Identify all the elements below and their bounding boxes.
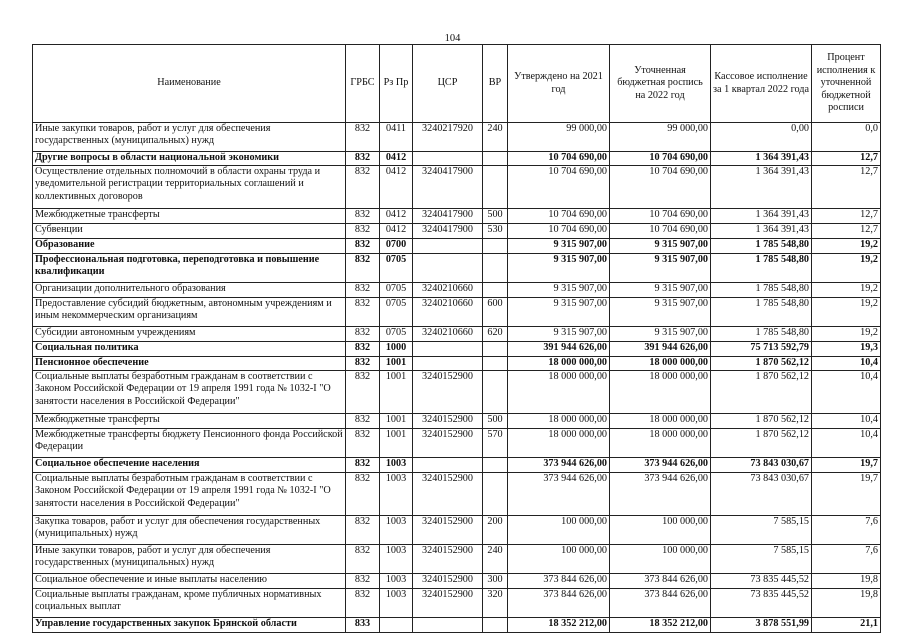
- row-csr-cell: [413, 458, 483, 473]
- row-vr-cell: [483, 254, 508, 283]
- row-csr-cell: 3240217920: [413, 123, 483, 152]
- row-updated-cell: 373 944 626,00: [610, 473, 711, 516]
- row-executed-cell: 1 785 548,80: [711, 254, 812, 283]
- row-grbs-cell: 832: [346, 152, 380, 166]
- table-row: [33, 166, 881, 209]
- row-rzpr-cell: 0412: [380, 166, 413, 209]
- row-percent-cell: 19,2: [812, 283, 881, 298]
- table-row: [33, 283, 881, 298]
- row-updated-cell: 10 704 690,00: [610, 166, 711, 209]
- row-percent-cell: 19,2: [812, 327, 881, 342]
- row-updated-cell: 10 704 690,00: [610, 152, 711, 166]
- row-grbs-cell: 832: [346, 166, 380, 209]
- row-approved-cell: 10 704 690,00: [508, 152, 610, 166]
- row-executed-cell: 75 713 592,79: [711, 342, 812, 357]
- row-name-cell: Межбюджетные трансферты: [33, 209, 346, 224]
- row-csr-cell: 3240152900: [413, 371, 483, 414]
- row-percent-cell: 19,2: [812, 239, 881, 254]
- row-percent-cell: 7,6: [812, 516, 881, 545]
- row-updated-cell: 373 844 626,00: [610, 574, 711, 589]
- row-percent-cell: 12,7: [812, 166, 881, 209]
- row-grbs-cell: 832: [346, 589, 380, 618]
- row-vr-cell: 600: [483, 298, 508, 327]
- row-vr-cell: 530: [483, 224, 508, 239]
- row-executed-cell: 0,00: [711, 123, 812, 152]
- row-vr-cell: 500: [483, 209, 508, 224]
- table-row: [33, 357, 881, 371]
- row-grbs-cell: 832: [346, 545, 380, 574]
- row-name-cell: Осуществление отдельных полномочий в области охраны труда и уведомительной регистрации территориальных соглашений и коллективных договоров: [33, 166, 346, 209]
- table-row: [33, 516, 881, 545]
- header-percent: Процент исполнения к уточненной бюджетной росписи: [812, 45, 881, 123]
- row-grbs-cell: 832: [346, 123, 380, 152]
- row-csr-cell: 3240152900: [413, 414, 483, 429]
- row-name-cell: Образование: [33, 239, 346, 254]
- row-executed-cell: 1 364 391,43: [711, 166, 812, 209]
- row-percent-cell: 19,8: [812, 589, 881, 618]
- page-number: 104: [444, 33, 461, 44]
- row-percent-cell: 10,4: [812, 371, 881, 414]
- row-name-cell: Закупка товаров, работ и услуг для обеспечения государственных (муниципальных) нужд: [33, 516, 346, 545]
- row-csr-cell: 3240210660: [413, 298, 483, 327]
- header-csr: ЦСР: [413, 45, 483, 123]
- row-percent-cell: 10,4: [812, 414, 881, 429]
- table-row: [33, 254, 881, 283]
- row-percent-cell: 19,2: [812, 298, 881, 327]
- row-rzpr-cell: 0412: [380, 224, 413, 239]
- row-csr-cell: [413, 618, 483, 633]
- row-executed-cell: 73 835 445,52: [711, 574, 812, 589]
- row-updated-cell: 18 000 000,00: [610, 371, 711, 414]
- row-name-cell: Управление государственных закупок Брянской области: [33, 618, 346, 633]
- row-approved-cell: 10 704 690,00: [508, 166, 610, 209]
- row-percent-cell: 7,6: [812, 545, 881, 574]
- row-rzpr-cell: 1001: [380, 357, 413, 371]
- row-executed-cell: 1 870 562,12: [711, 371, 812, 414]
- row-percent-cell: 0,0: [812, 123, 881, 152]
- row-grbs-cell: 832: [346, 224, 380, 239]
- row-vr-cell: [483, 283, 508, 298]
- header-updated: Уточненная бюджетная роспись на 2022 год: [610, 45, 711, 123]
- row-approved-cell: 99 000,00: [508, 123, 610, 152]
- row-vr-cell: 620: [483, 327, 508, 342]
- row-percent-cell: 19,7: [812, 473, 881, 516]
- row-csr-cell: 3240152900: [413, 574, 483, 589]
- row-rzpr-cell: 1000: [380, 342, 413, 357]
- row-grbs-cell: 832: [346, 283, 380, 298]
- header-executed: Кассовое исполнение за 1 квартал 2022 года: [711, 45, 812, 123]
- row-vr-cell: 240: [483, 123, 508, 152]
- row-csr-cell: [413, 254, 483, 283]
- row-grbs-cell: 832: [346, 357, 380, 371]
- table-row: [33, 589, 881, 618]
- row-approved-cell: 9 315 907,00: [508, 254, 610, 283]
- row-updated-cell: 9 315 907,00: [610, 254, 711, 283]
- row-updated-cell: 18 352 212,00: [610, 618, 711, 633]
- row-vr-cell: 320: [483, 589, 508, 618]
- row-grbs-cell: 832: [346, 298, 380, 327]
- row-name-cell: Межбюджетные трансферты: [33, 414, 346, 429]
- row-executed-cell: 73 843 030,67: [711, 473, 812, 516]
- row-vr-cell: [483, 618, 508, 633]
- table-row: [33, 545, 881, 574]
- row-updated-cell: 373 944 626,00: [610, 458, 711, 473]
- row-name-cell: Социальные выплаты безработным гражданам в соответствии с Законом Российской Федерации от 19 апреля 1991 года № 1032-I "О занятости населения в Российской Федерации": [33, 473, 346, 516]
- table-row: [33, 239, 881, 254]
- header-name: Наименование: [33, 45, 346, 123]
- row-grbs-cell: 832: [346, 473, 380, 516]
- row-grbs-cell: 832: [346, 574, 380, 589]
- row-approved-cell: 9 315 907,00: [508, 327, 610, 342]
- row-name-cell: Предоставление субсидий бюджетным, автономным учреждениям и иным некоммерческим организациям: [33, 298, 346, 327]
- table-row: [33, 429, 881, 458]
- row-approved-cell: 9 315 907,00: [508, 239, 610, 254]
- table-row: [33, 209, 881, 224]
- row-rzpr-cell: 0705: [380, 283, 413, 298]
- row-vr-cell: [483, 473, 508, 516]
- table-header-row: [33, 45, 881, 123]
- header-rzpr: Рз Пр: [380, 45, 413, 123]
- row-grbs-cell: 832: [346, 209, 380, 224]
- row-csr-cell: [413, 342, 483, 357]
- row-rzpr-cell: 0705: [380, 327, 413, 342]
- row-rzpr-cell: 1003: [380, 589, 413, 618]
- row-approved-cell: 373 944 626,00: [508, 458, 610, 473]
- table-row: [33, 458, 881, 473]
- row-executed-cell: 1 785 548,80: [711, 283, 812, 298]
- row-rzpr-cell: 1001: [380, 414, 413, 429]
- row-csr-cell: [413, 357, 483, 371]
- row-csr-cell: 3240152900: [413, 589, 483, 618]
- row-csr-cell: 3240417900: [413, 166, 483, 209]
- row-updated-cell: 9 315 907,00: [610, 327, 711, 342]
- table-row: [33, 224, 881, 239]
- row-csr-cell: 3240152900: [413, 545, 483, 574]
- row-percent-cell: 19,2: [812, 254, 881, 283]
- row-name-cell: Социальные выплаты безработным гражданам в соответствии с Законом Российской Федерации от 19 апреля 1991 года № 1032-I "О занятости населения в Российской Федерации": [33, 371, 346, 414]
- table-row: [33, 152, 881, 166]
- row-vr-cell: 300: [483, 574, 508, 589]
- row-name-cell: Профессиональная подготовка, переподготовка и повышение квалификации: [33, 254, 346, 283]
- row-executed-cell: 1 364 391,43: [711, 209, 812, 224]
- row-approved-cell: 18 000 000,00: [508, 357, 610, 371]
- row-updated-cell: 18 000 000,00: [610, 357, 711, 371]
- row-name-cell: Иные закупки товаров, работ и услуг для обеспечения государственных (муниципальных) нужд: [33, 123, 346, 152]
- row-rzpr-cell: [380, 618, 413, 633]
- header-vr: ВР: [483, 45, 508, 123]
- row-name-cell: Социальное обеспечение населения: [33, 458, 346, 473]
- row-rzpr-cell: 1001: [380, 371, 413, 414]
- row-executed-cell: 1 785 548,80: [711, 298, 812, 327]
- row-rzpr-cell: 1003: [380, 574, 413, 589]
- row-vr-cell: [483, 239, 508, 254]
- row-grbs-cell: 832: [346, 254, 380, 283]
- row-rzpr-cell: 1003: [380, 458, 413, 473]
- row-updated-cell: 9 315 907,00: [610, 283, 711, 298]
- row-grbs-cell: 832: [346, 414, 380, 429]
- row-executed-cell: 1 870 562,12: [711, 414, 812, 429]
- row-rzpr-cell: 1001: [380, 429, 413, 458]
- row-csr-cell: [413, 152, 483, 166]
- row-percent-cell: 12,7: [812, 224, 881, 239]
- row-approved-cell: 9 315 907,00: [508, 298, 610, 327]
- row-approved-cell: 18 000 000,00: [508, 414, 610, 429]
- row-grbs-cell: 832: [346, 429, 380, 458]
- row-csr-cell: 3240417900: [413, 224, 483, 239]
- row-updated-cell: 9 315 907,00: [610, 239, 711, 254]
- row-approved-cell: 10 704 690,00: [508, 209, 610, 224]
- row-vr-cell: 570: [483, 429, 508, 458]
- row-csr-cell: 3240417900: [413, 209, 483, 224]
- row-csr-cell: 3240152900: [413, 429, 483, 458]
- table-body: [33, 123, 881, 633]
- row-updated-cell: 100 000,00: [610, 516, 711, 545]
- row-vr-cell: 240: [483, 545, 508, 574]
- row-rzpr-cell: 1003: [380, 473, 413, 516]
- row-executed-cell: 1 785 548,80: [711, 239, 812, 254]
- row-percent-cell: 10,4: [812, 429, 881, 458]
- row-grbs-cell: 832: [346, 371, 380, 414]
- row-approved-cell: 18 352 212,00: [508, 618, 610, 633]
- row-csr-cell: 3240152900: [413, 516, 483, 545]
- row-grbs-cell: 832: [346, 327, 380, 342]
- row-name-cell: Субсидии автономным учреждениям: [33, 327, 346, 342]
- row-name-cell: Социальные выплаты гражданам, кроме публичных нормативных социальных выплат: [33, 589, 346, 618]
- row-executed-cell: 1 364 391,43: [711, 224, 812, 239]
- row-percent-cell: 10,4: [812, 357, 881, 371]
- row-updated-cell: 373 844 626,00: [610, 589, 711, 618]
- table-row: [33, 414, 881, 429]
- table-row: [33, 123, 881, 152]
- row-vr-cell: [483, 357, 508, 371]
- row-executed-cell: 1 785 548,80: [711, 327, 812, 342]
- row-approved-cell: 9 315 907,00: [508, 283, 610, 298]
- row-executed-cell: 7 585,15: [711, 545, 812, 574]
- row-executed-cell: 3 878 551,99: [711, 618, 812, 633]
- row-percent-cell: 19,8: [812, 574, 881, 589]
- row-name-cell: Межбюджетные трансферты бюджету Пенсионного фонда Российской Федерации: [33, 429, 346, 458]
- budget-table: [32, 44, 881, 633]
- row-vr-cell: [483, 152, 508, 166]
- row-approved-cell: 373 844 626,00: [508, 574, 610, 589]
- row-name-cell: Организации дополнительного образования: [33, 283, 346, 298]
- row-rzpr-cell: 1003: [380, 545, 413, 574]
- row-vr-cell: [483, 458, 508, 473]
- row-name-cell: Пенсионное обеспечение: [33, 357, 346, 371]
- row-vr-cell: [483, 371, 508, 414]
- row-percent-cell: 19,3: [812, 342, 881, 357]
- row-vr-cell: [483, 342, 508, 357]
- table-row: [33, 574, 881, 589]
- row-rzpr-cell: 0705: [380, 254, 413, 283]
- row-updated-cell: 18 000 000,00: [610, 429, 711, 458]
- row-percent-cell: 12,7: [812, 152, 881, 166]
- row-updated-cell: 391 944 626,00: [610, 342, 711, 357]
- row-name-cell: Иные закупки товаров, работ и услуг для обеспечения государственных (муниципальных) нужд: [33, 545, 346, 574]
- row-csr-cell: 3240210660: [413, 327, 483, 342]
- table-row: [33, 327, 881, 342]
- row-executed-cell: 73 835 445,52: [711, 589, 812, 618]
- row-updated-cell: 9 315 907,00: [610, 298, 711, 327]
- row-approved-cell: 18 000 000,00: [508, 429, 610, 458]
- row-csr-cell: 3240152900: [413, 473, 483, 516]
- table-row: [33, 298, 881, 327]
- row-name-cell: Социальное обеспечение и иные выплаты населению: [33, 574, 346, 589]
- row-vr-cell: 500: [483, 414, 508, 429]
- row-grbs-cell: 832: [346, 458, 380, 473]
- row-updated-cell: 10 704 690,00: [610, 224, 711, 239]
- row-percent-cell: 19,7: [812, 458, 881, 473]
- row-updated-cell: 18 000 000,00: [610, 414, 711, 429]
- row-updated-cell: 99 000,00: [610, 123, 711, 152]
- table-row: [33, 618, 881, 633]
- row-rzpr-cell: 0705: [380, 298, 413, 327]
- row-rzpr-cell: 1003: [380, 516, 413, 545]
- row-percent-cell: 21,1: [812, 618, 881, 633]
- row-vr-cell: 200: [483, 516, 508, 545]
- row-name-cell: Другие вопросы в области национальной экономики: [33, 152, 346, 166]
- table-row: [33, 342, 881, 357]
- row-grbs-cell: 832: [346, 342, 380, 357]
- row-updated-cell: 100 000,00: [610, 545, 711, 574]
- row-approved-cell: 18 000 000,00: [508, 371, 610, 414]
- row-name-cell: Субвенции: [33, 224, 346, 239]
- row-updated-cell: 10 704 690,00: [610, 209, 711, 224]
- row-approved-cell: 100 000,00: [508, 516, 610, 545]
- row-csr-cell: 3240210660: [413, 283, 483, 298]
- row-rzpr-cell: 0412: [380, 209, 413, 224]
- row-percent-cell: 12,7: [812, 209, 881, 224]
- row-approved-cell: 391 944 626,00: [508, 342, 610, 357]
- table-row: [33, 473, 881, 516]
- header-grbs: ГРБС: [346, 45, 380, 123]
- row-grbs-cell: 832: [346, 239, 380, 254]
- row-vr-cell: [483, 166, 508, 209]
- row-approved-cell: 100 000,00: [508, 545, 610, 574]
- row-rzpr-cell: 0700: [380, 239, 413, 254]
- row-approved-cell: 373 844 626,00: [508, 589, 610, 618]
- row-name-cell: Социальная политика: [33, 342, 346, 357]
- row-executed-cell: 1 870 562,12: [711, 357, 812, 371]
- row-executed-cell: 1 870 562,12: [711, 429, 812, 458]
- row-rzpr-cell: 0411: [380, 123, 413, 152]
- row-executed-cell: 1 364 391,43: [711, 152, 812, 166]
- row-csr-cell: [413, 239, 483, 254]
- row-approved-cell: 373 944 626,00: [508, 473, 610, 516]
- row-grbs-cell: 833: [346, 618, 380, 633]
- row-executed-cell: 73 843 030,67: [711, 458, 812, 473]
- table-row: [33, 371, 881, 414]
- row-approved-cell: 10 704 690,00: [508, 224, 610, 239]
- header-approved: Утверждено на 2021 год: [508, 45, 610, 123]
- row-grbs-cell: 832: [346, 516, 380, 545]
- row-executed-cell: 7 585,15: [711, 516, 812, 545]
- row-rzpr-cell: 0412: [380, 152, 413, 166]
